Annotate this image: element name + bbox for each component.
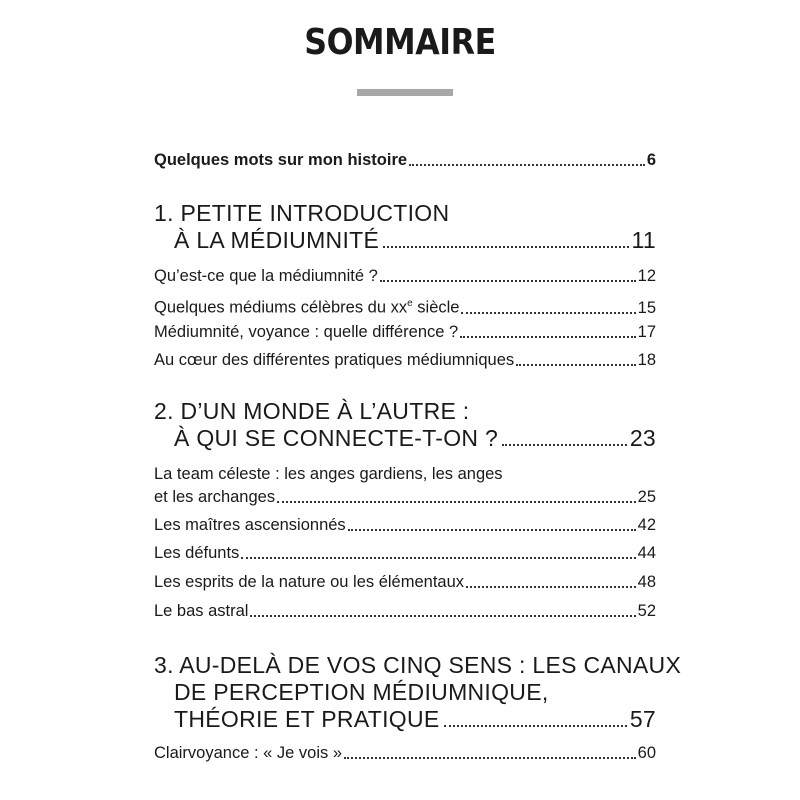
toc-entry-label: Au cœur des différentes pratiques médiumniques <box>154 351 515 369</box>
chapter-1-title-line1: 1. PETITE INTRODUCTION <box>154 200 450 226</box>
dot-leader <box>380 280 636 282</box>
toc-entry-page: 44 <box>637 544 656 562</box>
toc-entry-page: 18 <box>637 351 656 369</box>
toc-entry-label: Les esprits de la nature ou les élémentaux <box>154 573 465 591</box>
chapter-1-title-line2: À LA MÉDIUMNITÉ <box>174 227 380 253</box>
dot-leader <box>461 312 635 314</box>
toc-entry[interactable] <box>154 266 656 286</box>
toc-entry-label: Qu’est-ce que la médiumnité ? <box>154 267 378 285</box>
toc-entry-page: 25 <box>637 488 656 506</box>
dot-leader <box>444 725 627 727</box>
toc-entry-page: 60 <box>637 744 656 762</box>
toc-entry-page: 15 <box>637 298 656 317</box>
toc-entry[interactable] <box>154 487 656 507</box>
title-underline <box>357 89 453 96</box>
toc-entry-page: 17 <box>637 323 656 341</box>
toc-entry-label: Le bas astral <box>154 602 249 620</box>
toc-entry[interactable] <box>154 572 656 592</box>
chapter-3-title-line1: 3. AU-DELÀ DE VOS CINQ SENS : LES CANAUX <box>154 652 682 678</box>
dot-leader <box>502 444 627 446</box>
toc-entry-page: 52 <box>637 602 656 620</box>
dot-leader <box>344 757 636 759</box>
dot-leader <box>516 364 636 366</box>
toc-entry-label: Les maîtres ascensionnés <box>154 516 346 534</box>
dot-leader <box>466 586 636 588</box>
toc-entry-page: 48 <box>637 573 656 591</box>
toc-entry-page: 42 <box>637 516 656 534</box>
chapter-2-title-line1: 2. D’UN MONDE À L’AUTRE : <box>154 398 470 424</box>
page-title: SOMMAIRE <box>304 22 496 63</box>
dot-leader <box>241 557 635 559</box>
chapter-2-entry[interactable] <box>174 425 656 451</box>
toc-entry-label: et les archanges <box>154 488 276 506</box>
dot-leader <box>409 164 645 166</box>
dot-leader <box>277 501 636 503</box>
toc-entry-page: 6 <box>646 151 656 169</box>
toc-entry[interactable] <box>154 322 656 342</box>
toc-entry[interactable] <box>154 743 656 763</box>
toc-entry[interactable] <box>154 601 656 621</box>
chapter-2-page: 23 <box>629 425 656 451</box>
toc-entry-label: Médiumnité, voyance : quelle différence ? <box>154 323 459 341</box>
dot-leader <box>348 529 636 531</box>
toc-entry-label: Clairvoyance : « Je vois » <box>154 744 343 762</box>
toc-entry-label: Les défunts <box>154 544 240 562</box>
toc-entry-intro[interactable] <box>154 150 656 170</box>
chapter-1-page: 11 <box>631 227 656 253</box>
dot-leader <box>383 246 628 248</box>
chapter-1-entry[interactable] <box>174 227 656 253</box>
chapter-2-title-line2: À QUI SE CONNECTE-T-ON ? <box>174 425 499 451</box>
dot-leader <box>460 336 635 338</box>
chapter-3-entry[interactable] <box>174 706 656 732</box>
toc-entry[interactable] <box>154 543 656 563</box>
dot-leader <box>250 615 635 617</box>
chapter-3-title-line2: DE PERCEPTION MÉDIUMNIQUE, <box>174 679 549 705</box>
chapter-3-title-line3: THÉORIE ET PRATIQUE <box>174 706 440 732</box>
toc-entry[interactable] <box>154 350 656 370</box>
toc-entry[interactable] <box>154 294 656 318</box>
chapter-3-page: 57 <box>629 706 656 732</box>
toc-entry-label: Quelques mots sur mon histoire <box>154 151 408 169</box>
toc-entry-page: 12 <box>637 267 656 285</box>
toc-entry[interactable] <box>154 515 656 535</box>
toc-entry-label-line1: La team céleste : les anges gardiens, les anges <box>154 465 503 483</box>
toc-entry-label: Quelques médiums célèbres du $xx^e$ siècle <box>154 298 460 317</box>
